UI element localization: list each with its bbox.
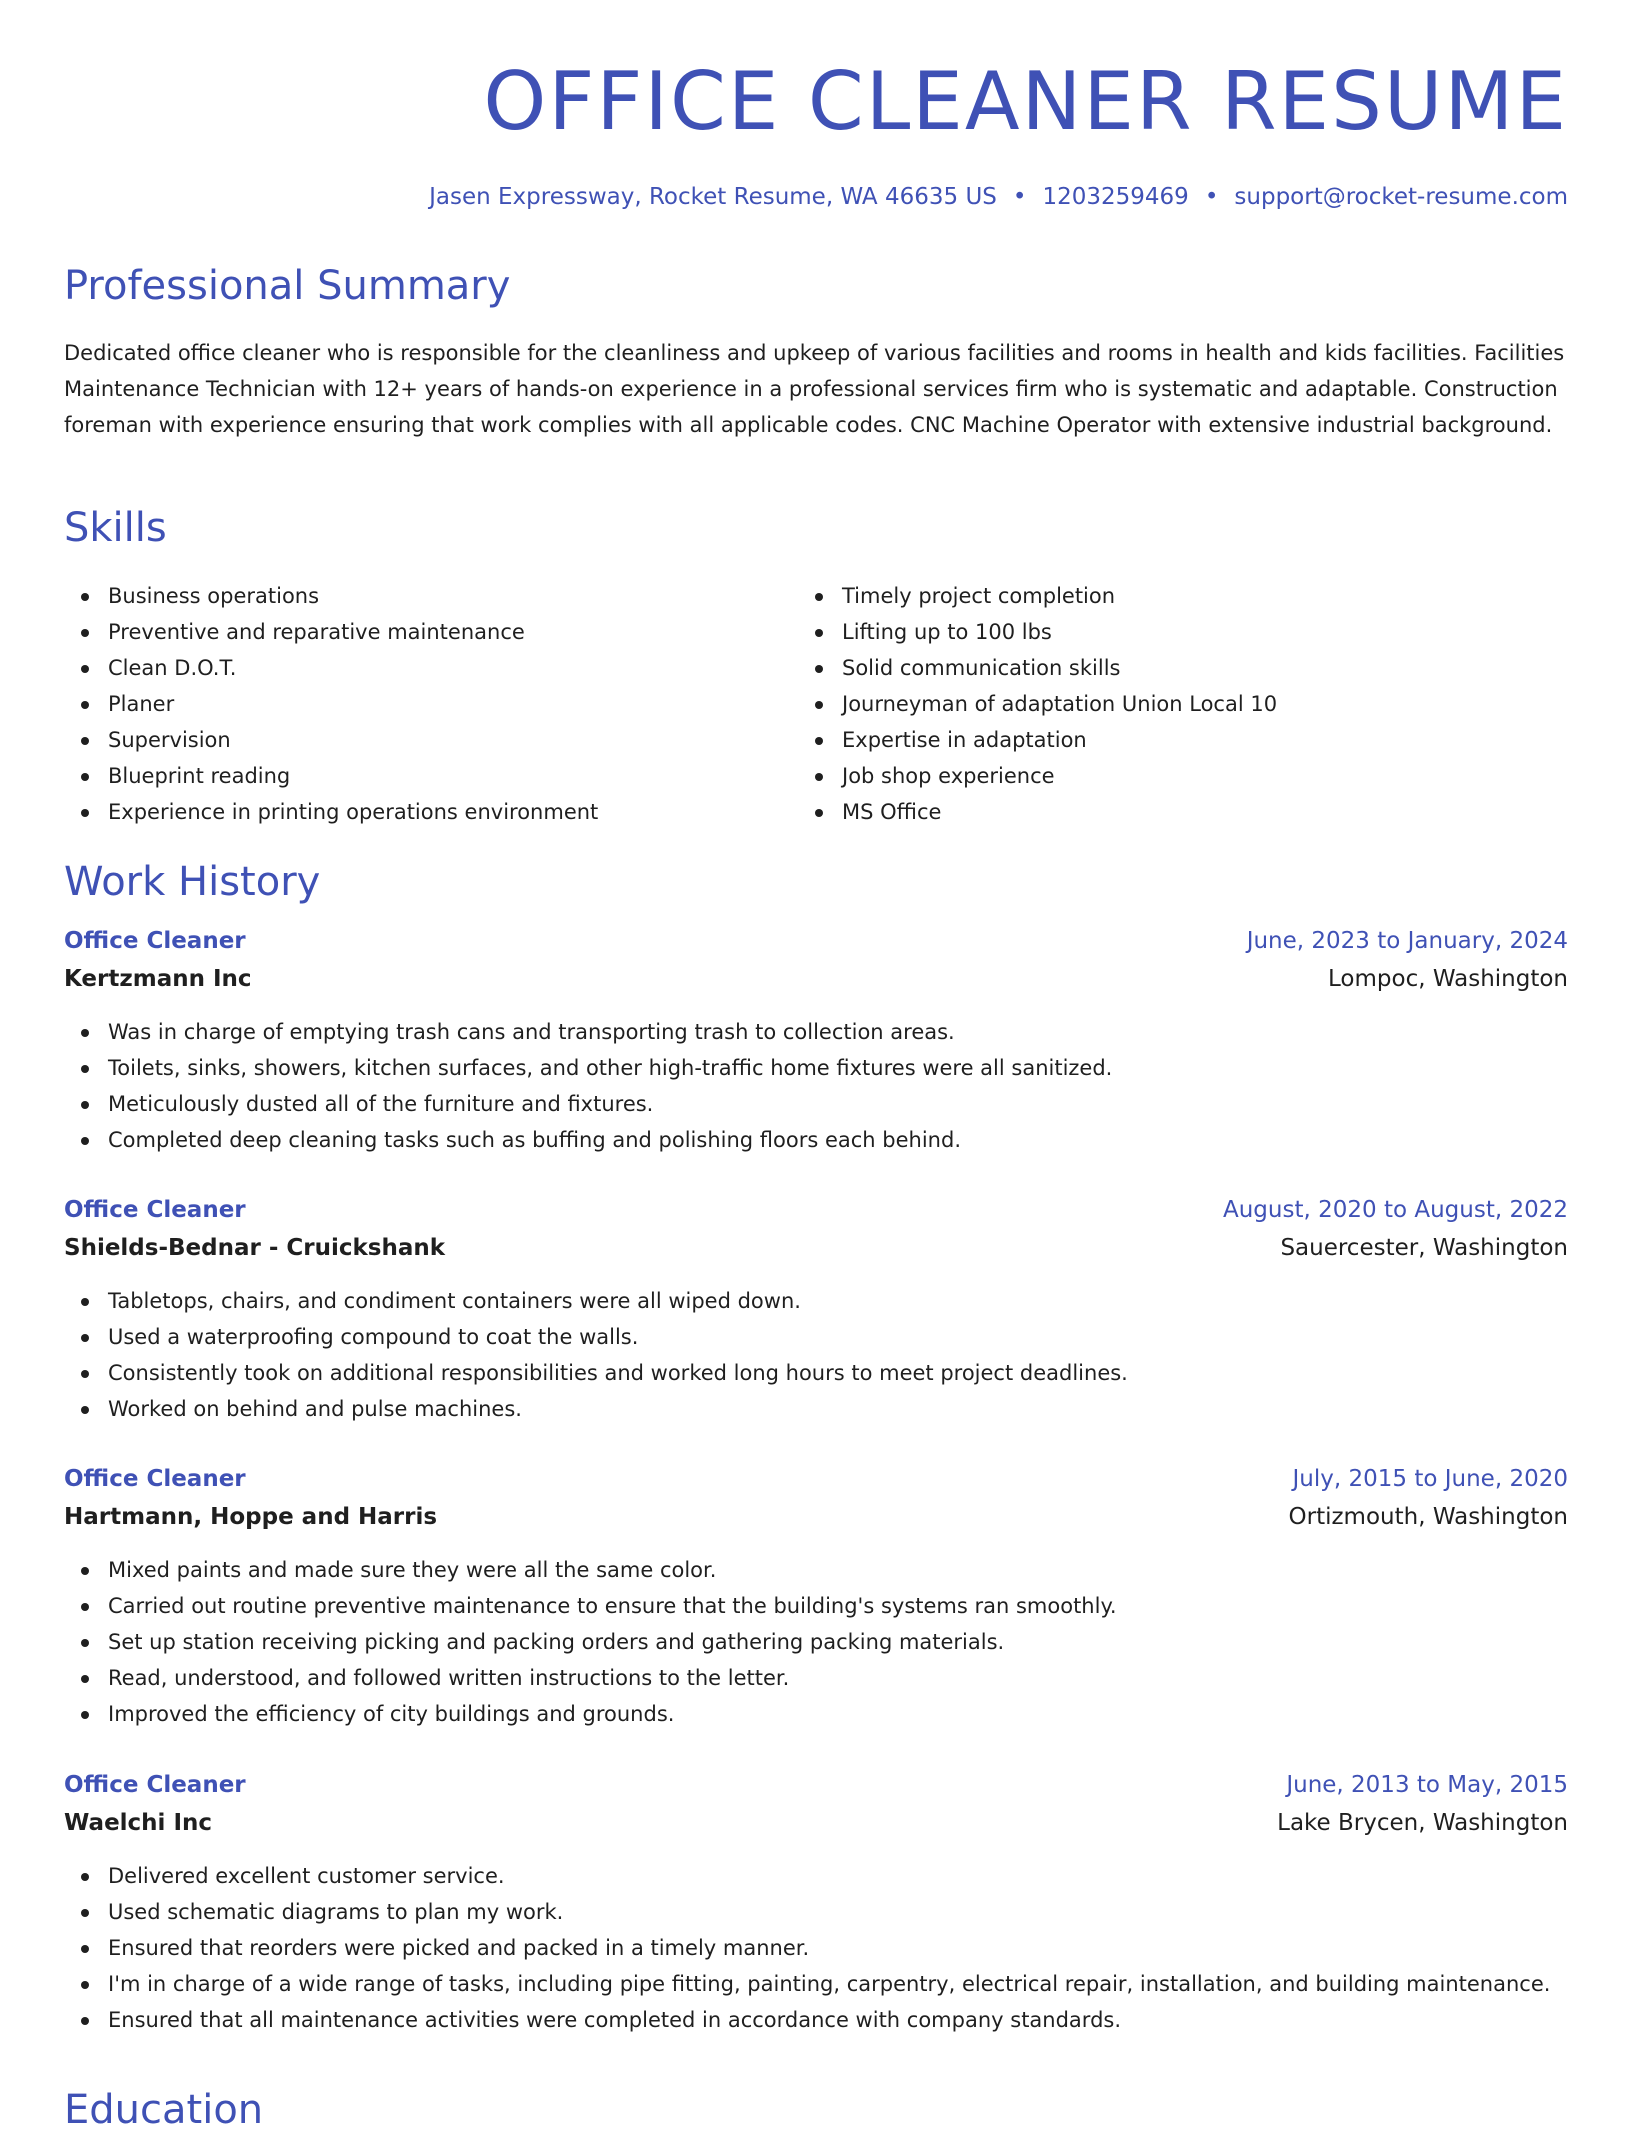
list-item: Lifting up to 100 lbs [798,614,1277,650]
list-item: Was in charge of emptying trash cans and transporting trash to collection areas. [64,1014,1568,1050]
job-dates: August, 2020 to August, 2022 [1223,1197,1568,1223]
job-title: Office Cleaner [64,928,246,954]
job-company-row [64,1229,1568,1267]
list-item: Toilets, sinks, showers, kitchen surfaces, and other high-traffic home fixtures were all sanitized. [64,1050,1568,1086]
list-item: Job shop experience [798,758,1277,794]
contact-address: Jasen Expressway, Rocket Resume, WA 46635 US [429,184,997,210]
contact-separator: • [1204,184,1219,210]
list-item: Preventive and reparative maintenance [64,614,598,650]
job-entry [64,1460,1568,1732]
list-item: Ensured that reorders were picked and packed in a timely manner. [64,1930,1568,1966]
summary-text: Dedicated office cleaner who is responsible for the cleanliness and upkeep of various facilities and rooms in health and kids facilities. Facilities Maintenance Technician with 12+ years of hands-on experience in a professional services firm who is systematic and adaptable. Construction foreman with experience ensuring that work complies with all applicable codes. CNC Machine Operator with extensive industrial background. [64,341,1565,437]
skills-list-right [798,578,1277,830]
job-header-row [64,922,1568,960]
contact-separator: • [1012,184,1027,210]
list-item: MS Office [798,794,1277,830]
list-item: Solid communication skills [798,650,1277,686]
section-heading-education: Education [64,2087,264,2133]
job-company-row [64,1498,1568,1536]
list-item: Planer [64,686,598,722]
job-dates: June, 2013 to May, 2015 [1286,1772,1568,1798]
job-title: Office Cleaner [64,1772,246,1798]
contact-phone: 1203259469 [1042,184,1189,210]
job-duties-list [64,1014,1568,1158]
job-duties-list [64,1858,1568,2038]
list-item: Used a waterproofing compound to coat the walls. [64,1319,1568,1355]
job-company: Shields-Bednar - Cruickshank [64,1235,446,1261]
list-item: Business operations [64,578,598,614]
job-duties-list [64,1283,1568,1427]
list-item: Consistently took on additional responsibilities and worked long hours to meet project deadlines. [64,1355,1568,1391]
list-item: I'm in charge of a wide range of tasks, including pipe fitting, painting, carpentry, electrical repair, installation, and building maintenance. [64,1966,1568,2002]
list-item: Mixed paints and made sure they were all the same color. [64,1552,1568,1588]
job-location: Lake Brycen, Washington [1277,1810,1568,1836]
section-heading-work-history: Work History [64,859,321,905]
list-item: Carried out routine preventive maintenance to ensure that the building's systems ran smoothly. [64,1588,1568,1624]
list-item: Set up station receiving picking and packing orders and gathering packing materials. [64,1624,1568,1660]
job-dates: July, 2015 to June, 2020 [1292,1466,1568,1492]
job-location: Sauercester, Washington [1280,1235,1568,1261]
list-item: Expertise in adaptation [798,722,1277,758]
list-item: Blueprint reading [64,758,598,794]
skills-list-left [64,578,598,830]
job-entry [64,1766,1568,2038]
section-heading-summary: Professional Summary [64,263,511,309]
job-company: Kertzmann Inc [64,966,252,992]
list-item: Improved the efficiency of city buildings and grounds. [64,1696,1568,1732]
list-item: Ensured that all maintenance activities were completed in accordance with company standards. [64,2002,1568,2038]
job-duties-list [64,1552,1568,1732]
job-header-row [64,1460,1568,1498]
job-title: Office Cleaner [64,1197,246,1223]
contact-email: support@rocket-resume.com [1234,184,1568,210]
job-entry [64,1191,1568,1427]
job-company: Hartmann, Hoppe and Harris [64,1504,438,1530]
job-header-row [64,1191,1568,1229]
list-item: Delivered excellent customer service. [64,1858,1568,1894]
job-entry [64,922,1568,1158]
job-location: Ortizmouth, Washington [1288,1504,1568,1530]
contact-line [429,180,1568,214]
list-item: Meticulously dusted all of the furniture and fixtures. [64,1086,1568,1122]
list-item: Used schematic diagrams to plan my work. [64,1894,1568,1930]
list-item: Tabletops, chairs, and condiment containers were all wiped down. [64,1283,1568,1319]
list-item: Supervision [64,722,598,758]
job-company: Waelchi Inc [64,1810,213,1836]
job-company-row [64,1804,1568,1842]
list-item: Experience in printing operations environment [64,794,598,830]
list-item: Worked on behind and pulse machines. [64,1391,1568,1427]
list-item: Timely project completion [798,578,1277,614]
resume-title: OFFICE CLEANER RESUME [483,55,1568,148]
list-item: Read, understood, and followed written instructions to the letter. [64,1660,1568,1696]
section-heading-skills: Skills [64,505,167,551]
job-title: Office Cleaner [64,1466,246,1492]
list-item: Completed deep cleaning tasks such as buffing and polishing floors each behind. [64,1122,1568,1158]
list-item: Clean D.O.T. [64,650,598,686]
job-location: Lompoc, Washington [1328,966,1568,992]
job-company-row [64,960,1568,998]
job-header-row [64,1766,1568,1804]
job-dates: June, 2023 to January, 2024 [1246,928,1568,954]
list-item: Journeyman of adaptation Union Local 10 [798,686,1277,722]
